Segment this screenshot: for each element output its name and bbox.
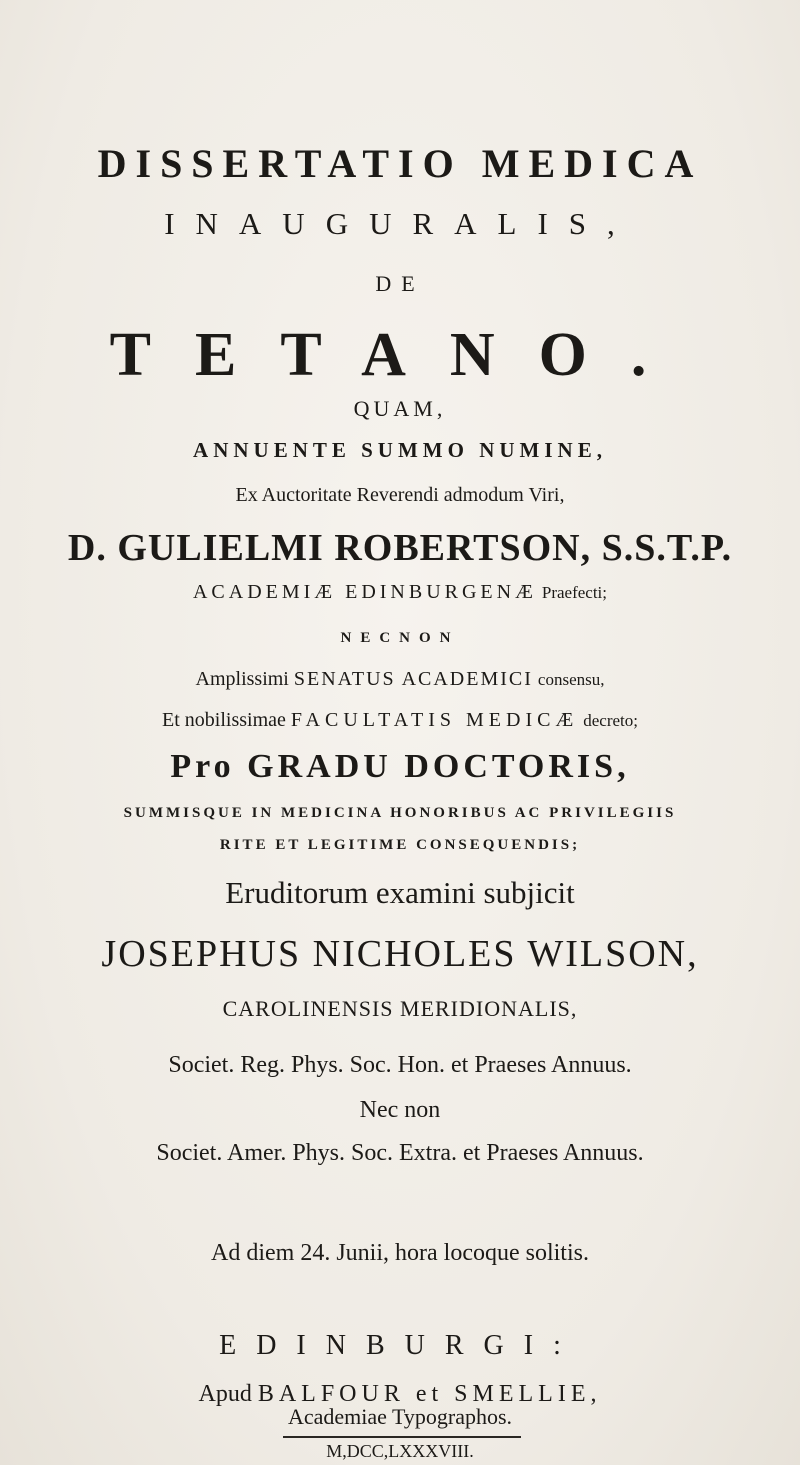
- necnon-line: NECNON: [340, 630, 460, 646]
- title-de: DE: [375, 271, 425, 296]
- pro-text: Pro: [170, 748, 235, 785]
- senatus-line: [0, 668, 800, 691]
- summis-line: SUMMISQUE IN MEDICINA HONORIBUS AC PRIVILEGIIS: [123, 805, 677, 821]
- amplissimi-text: Amplissimi: [195, 668, 289, 690]
- society-line-2: Societ. Amer. Phys. Soc. Extra. et Praeses Annuus.: [156, 1140, 644, 1166]
- nec-non-line: Nec non: [359, 1097, 441, 1123]
- gradu-line: [0, 748, 800, 786]
- academiae-name: ACADEMIÆ EDINBURGENÆ: [192, 581, 537, 603]
- imprint-rule: [283, 1436, 521, 1438]
- gradu-doctoris-text: GRADU DOCTORIS,: [247, 748, 630, 785]
- author-name: JOSEPHUS NICHOLES WILSON,: [101, 933, 699, 975]
- praefecti-text: Praefecti;: [541, 583, 608, 602]
- consensu-text: consensu,: [537, 670, 605, 689]
- imprint-year: M,DCC,LXXXVIII.: [326, 1441, 474, 1461]
- apud-text: Apud: [198, 1381, 252, 1407]
- ex-auctoritate-line: Ex Auctoritate Reverendi admodum Viri,: [235, 484, 565, 506]
- imprint-city: EDINBURGI:: [219, 1330, 581, 1361]
- title-line-2: INAUGURALIS,: [164, 206, 636, 241]
- decreto-text: decreto;: [583, 711, 638, 730]
- nobilissimae-text: Et nobilissimae: [162, 709, 286, 731]
- eruditorum-line: Eruditorum examini subjicit: [225, 875, 575, 910]
- author-origin: CAROLINENSIS MERIDIONALIS,: [222, 996, 578, 1021]
- society-line-1: Societ. Reg. Phys. Soc. Hon. et Praeses Annuus.: [168, 1052, 632, 1078]
- quam-line: QUAM,: [353, 396, 447, 421]
- facultatis-name: FACULTATIS MEDICÆ: [290, 709, 579, 731]
- rite-line: RITE ET LEGITIME CONSEQUENDIS;: [219, 837, 581, 853]
- typographos-line: Academiae Typographos.: [287, 1404, 513, 1429]
- rector-name: D. GULIELMI ROBERTSON, S.S.T.P.: [67, 527, 733, 569]
- senatus-name: SENATUS ACADEMICI: [293, 668, 533, 690]
- facultatis-line: [0, 709, 800, 732]
- title-subject: TETANO.: [109, 321, 691, 389]
- academiae-line: [0, 581, 800, 604]
- title-line-1: DISSERTATIO MEDICA: [97, 141, 703, 186]
- date-occasion-line: Ad diem 24. Junii, hora locoque solitis.: [211, 1240, 589, 1266]
- printers-names: BALFOUR et SMELLIE,: [257, 1381, 602, 1407]
- annuente-line: ANNUENTE SUMMO NUMINE,: [193, 438, 607, 462]
